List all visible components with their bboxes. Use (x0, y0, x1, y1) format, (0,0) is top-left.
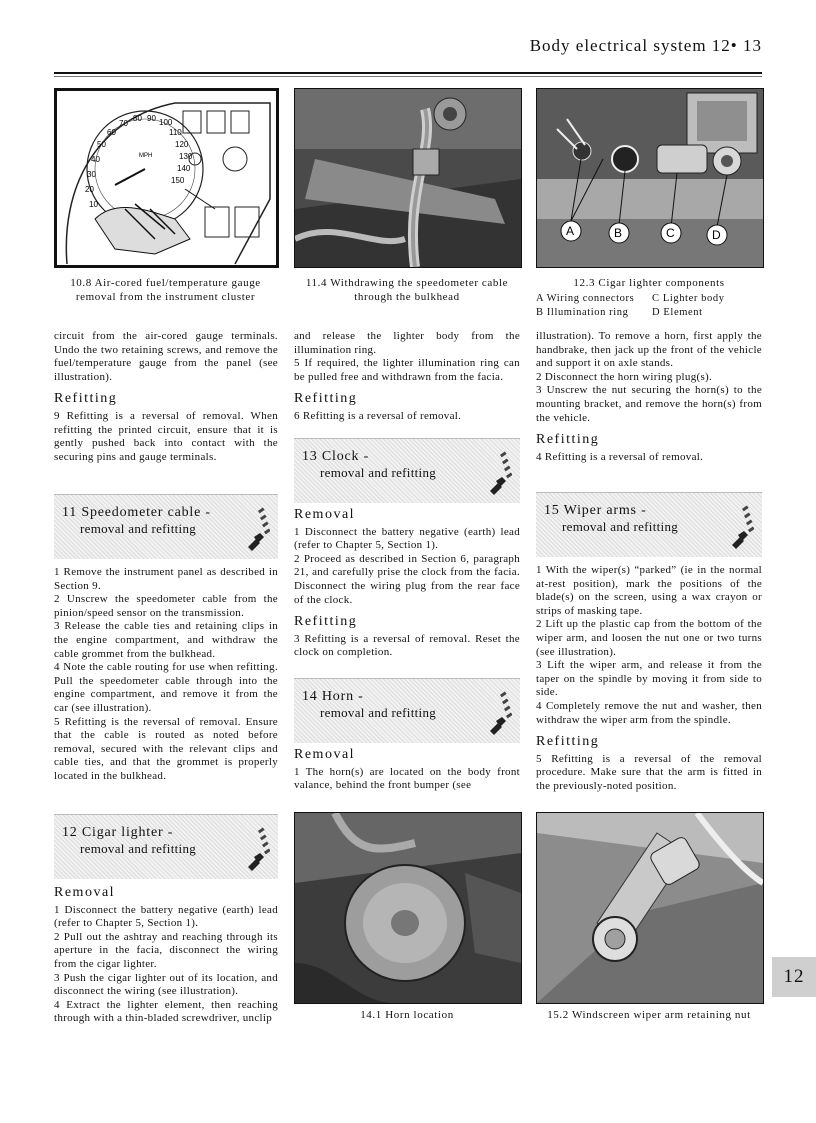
figure-15-2-caption: 15.2 Windscreen wiper arm retaining nut (547, 1009, 751, 1021)
paragraph: 3 Refitting is a reversal of removal. Reset the clock on completion. (294, 632, 520, 659)
section-14-subtitle: removal and refitting (320, 705, 437, 720)
paragraph: 3 Unscrew the nut securing the horn(s) to the mounting bracket, and remove the horn(s) from the vehicle. (536, 384, 762, 424)
speedometer-cable-photo (295, 89, 521, 267)
gauge-tick-label: 30 (87, 170, 96, 179)
paragraph: 3 Lift the wiper arm, and release it from the taper on the spindle by moving it from side to side. (536, 659, 762, 699)
gauge-tick-label: 90 (147, 114, 156, 123)
paragraph: circuit from the air-cored gauge terminals. Undo the two retaining screws, and remove the fuel/temperature gauge from the panel (see illustration). (54, 330, 278, 383)
gauge-tick-label: 50 (97, 140, 106, 149)
subheading-refitting: Refitting (54, 391, 118, 407)
callout-d: D (712, 228, 721, 242)
gauge-tick-label: 130 (179, 152, 193, 161)
paragraph: 3 Release the cable ties and retaining clips in the engine compartment, and withdraw the cable grommet from the bulkhead. (54, 620, 278, 660)
section-15-subtitle: removal and refitting (562, 519, 679, 534)
section-11-subtitle: removal and refitting (80, 521, 197, 536)
gauge-tick-label: 100 (159, 118, 173, 127)
gauge-tick-label: 10 (89, 200, 98, 209)
section-11-heading (54, 494, 278, 559)
paragraph: 3 Push the cigar lighter out of its location, and disconnect the wiring (see illustration). (54, 971, 278, 998)
figure-12-3-caption: 12.3 Cigar lighter components (573, 277, 725, 289)
column-1-section-11 (54, 566, 278, 784)
figure-14-1 (294, 812, 522, 1004)
paragraph: 2 Lift up the plastic cap from the bottom of the wiper arm, and loosen the nut one or two turns (see illustration). (536, 618, 762, 658)
figure-11-4 (294, 88, 522, 268)
column-2-section-13 (294, 508, 520, 660)
figure-15-2 (536, 812, 764, 1004)
column-1-section-12 (54, 886, 278, 1026)
section-12-subtitle: removal and refitting (80, 841, 197, 856)
section-14-heading (294, 678, 520, 743)
column-2-section-14 (294, 748, 520, 793)
paragraph: 4 Note the cable routing for use when refitting. Pull the speedometer cable through into the engine compartment, and remove it from the car (see illustration). (54, 661, 278, 714)
chapter-tab: 12 (772, 957, 816, 997)
figure-14-1-caption: 14.1 Horn location (360, 1009, 454, 1021)
figure-12-3-key-a: A Wiring connectors (536, 293, 635, 304)
callout-a: A (566, 224, 575, 238)
paragraph: 2 Proceed as described in Section 6, paragraph 21, and carefully prise the clock from the facia. Disconnect the wiring plug from the rear face of the clock. (294, 552, 520, 606)
subheading-removal: Removal (54, 885, 116, 900)
paragraph: and release the lighter body from the illumination ring. (294, 330, 520, 356)
page-header-title: Body electrical system 12• 13 (529, 36, 762, 55)
paragraph: 2 Unscrew the speedometer cable from the pinion/speed sensor on the transmission. (54, 593, 278, 619)
gauge-tick-label: 70 (119, 119, 128, 128)
figure-10-8 (54, 88, 279, 268)
callout-b: B (614, 226, 623, 240)
callout-c: C (666, 226, 675, 240)
header-rule-thin (54, 76, 762, 77)
figure-10-8-caption: 10.8 Air-cored fuel/temperature gauge removal from the instrument cluster (70, 277, 261, 303)
subheading-refitting: Refitting (536, 734, 600, 750)
gauge-tick-label: 140 (177, 164, 191, 173)
paragraph: 4 Completely remove the nut and washer, then withdraw the wiper arm from the spindle. (536, 699, 762, 726)
gauge-tick-label: 20 (85, 185, 94, 194)
gauge-tick-label: 60 (107, 128, 116, 137)
figure-11-4-caption: 11.4 Withdrawing the speedometer cable through the bulkhead (305, 277, 509, 303)
header-rule (54, 72, 762, 74)
paragraph: 1 Disconnect the battery negative (earth) lead (refer to Chapter 5, Section 1). (54, 903, 278, 930)
section-13-subtitle: removal and refitting (320, 465, 437, 480)
section-13-heading (294, 438, 520, 503)
paragraph: 1 With the wiper(s) “parked” (ie in the normal at-rest position), mark the positions of the blade(s) on the screen, using a wax crayon or strips of masking tape. (536, 564, 762, 617)
section-12-title: 12 Cigar lighter - (62, 825, 174, 840)
subheading-removal: Removal (294, 747, 356, 762)
spanner-difficulty-icon (486, 687, 512, 737)
column-3-top (536, 330, 762, 464)
instrument-cluster-drawing (55, 89, 278, 267)
spanner-difficulty-icon (244, 503, 270, 553)
figure-12-3-key-c: C Lighter body (652, 293, 725, 304)
subheading-removal: Removal (294, 507, 356, 522)
paragraph: 4 Extract the lighter element, then reaching through with a thin-bladed screwdriver, unclip (54, 998, 278, 1025)
paragraph: 5 Refitting is a reversal of the removal procedure. Make sure that the arm is fitted in the previously-noted position. (536, 752, 762, 792)
column-2-top (294, 330, 520, 424)
paragraph: 2 Disconnect the horn wiring plug(s). (536, 370, 713, 383)
paragraph: 5 Refitting is the reversal of removal. Ensure that the cable is routed as noted before removal, secured with the relevant clips and cable ties, and that the grommet is properly located in the bulkhead. (54, 715, 278, 782)
gauge-tick-label: 150 (171, 176, 185, 185)
wiper-arm-photo (537, 813, 763, 1003)
paragraph: 1 Disconnect the battery negative (earth) lead (refer to Chapter 5, Section 1). (294, 525, 520, 552)
paragraph: 1 Remove the instrument panel as described in Section 9. (54, 566, 278, 592)
section-15-heading (536, 492, 762, 557)
gauge-tick-label: 110 (169, 128, 182, 137)
paragraph: 9 Refitting is a reversal of removal. When refitting the printed circuit, ensure that it is gently pushed back into contact with the securing pins and gauge terminals. (54, 409, 278, 463)
subheading-refitting: Refitting (294, 391, 358, 407)
paragraph: 1 The horn(s) are located on the body front valance, behind the front bumper (see (294, 765, 520, 792)
gauge-tick-label: 40 (91, 155, 100, 164)
paragraph: 6 Refitting is a reversal of removal. (294, 409, 462, 422)
spanner-difficulty-icon (244, 823, 270, 873)
cigar-lighter-photo (537, 89, 763, 267)
gauge-unit-label: MPH (139, 153, 153, 159)
subheading-refitting: Refitting (536, 432, 600, 448)
figure-12-3 (536, 88, 764, 268)
section-13-title: 13 Clock - (302, 449, 370, 464)
subheading-refitting: Refitting (294, 614, 358, 630)
column-1-top (54, 330, 278, 464)
horn-photo (295, 813, 521, 1003)
section-11-title: 11 Speedometer cable - (62, 505, 211, 520)
figure-12-3-key-b: B Illumination ring (536, 307, 629, 318)
column-3-section-15 (536, 564, 762, 794)
section-15-title: 15 Wiper arms - (544, 503, 647, 518)
spanner-difficulty-icon (728, 501, 754, 551)
figure-12-3-key-d: D Element (652, 307, 703, 318)
paragraph: 5 If required, the lighter illumination ring can be pulled free and withdrawn from the facia. (294, 357, 520, 383)
section-12-heading (54, 814, 278, 879)
paragraph: 2 Pull out the ashtray and reaching through its aperture in the facia, disconnect the wiring from the cigar lighter. (54, 930, 278, 970)
spanner-difficulty-icon (486, 447, 512, 497)
gauge-tick-label: 120 (175, 140, 189, 149)
section-14-title: 14 Horn - (302, 689, 364, 704)
paragraph: 4 Refitting is a reversal of removal. (536, 450, 704, 463)
paragraph: illustration). To remove a horn, first apply the handbrake, then jack up the front of the vehicle and support it on axle stands. (536, 330, 762, 370)
gauge-tick-label: 80 (133, 114, 142, 123)
